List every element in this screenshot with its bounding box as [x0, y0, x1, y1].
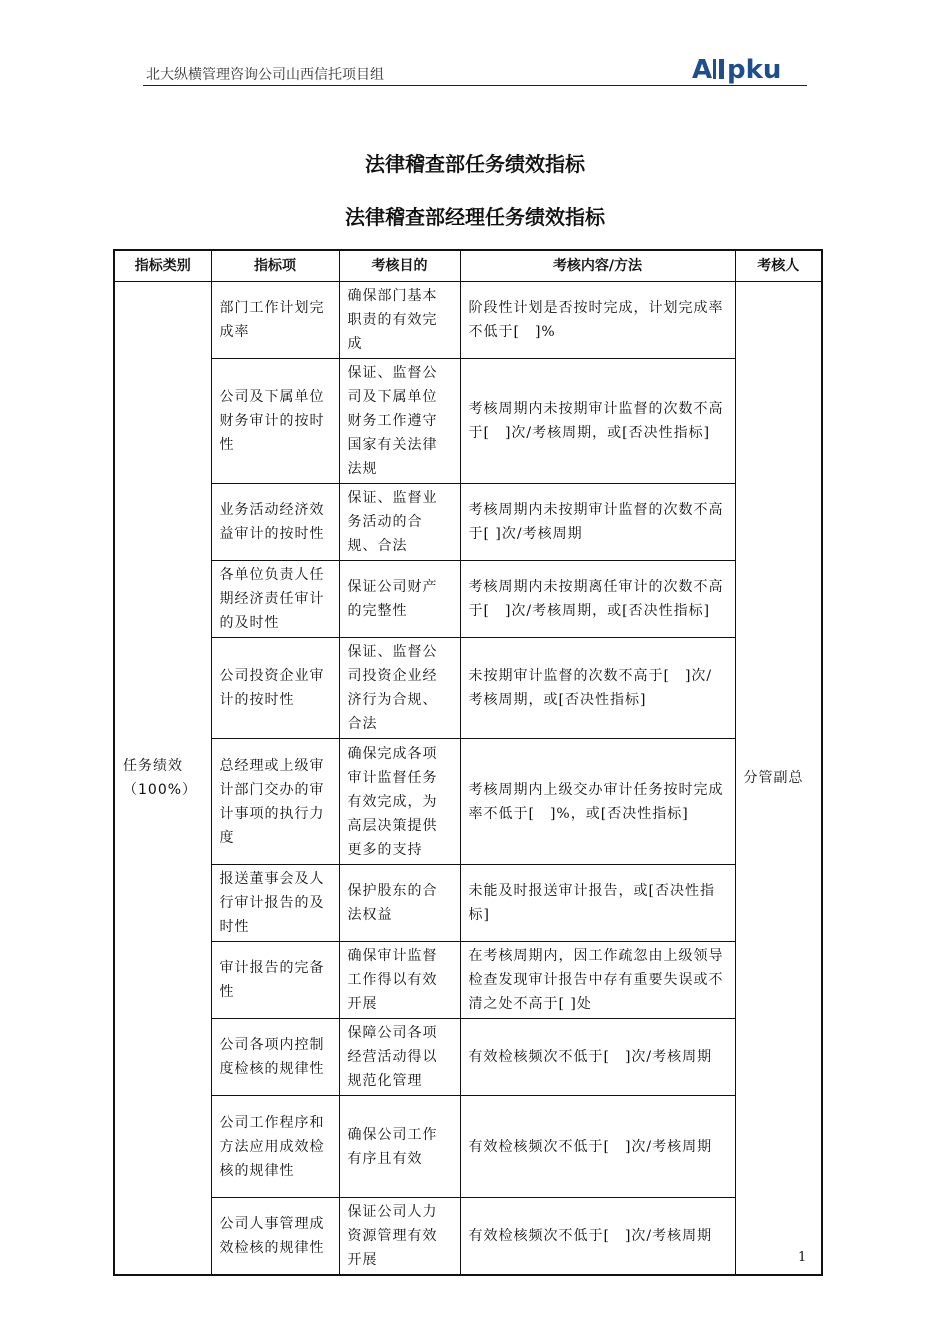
table-row: [114, 865, 822, 942]
table-row: [114, 942, 822, 1019]
purpose-cell: 保证、监督业务活动的合规、合法: [339, 484, 460, 561]
category-weight: （100%）: [123, 782, 198, 798]
table-header-row: [114, 250, 822, 282]
table-row: [114, 739, 822, 865]
purpose-cell: 保障公司各项经营活动得以规范化管理: [339, 1019, 460, 1096]
table-row: [114, 282, 822, 359]
purpose-cell: 保护股东的合法权益: [339, 865, 460, 942]
method-cell: 未能及时报送审计报告，或[否决性指标]: [460, 865, 735, 942]
kpi-table: [113, 249, 823, 1276]
item-cell: 报送董事会及人行审计报告的及时性: [211, 865, 339, 942]
method-cell: 考核周期内未按期审计监督的次数不高于[ ]次/考核周期，或[否决性指标]: [460, 359, 735, 484]
method-cell: 考核周期内未按期审计监督的次数不高于[ ]次/考核周期: [460, 484, 735, 561]
page-subtitle: 法律稽查部经理任务绩效指标: [345, 205, 605, 229]
header-org: 北大纵横管理咨询公司山西信托项目组: [146, 67, 384, 83]
table-row: [114, 561, 822, 638]
purpose-cell: 保证、监督公司投资企业经济行为合规、合法: [339, 638, 460, 739]
method-cell: 有效检核频次不低于[ ]次/考核周期: [460, 1019, 735, 1096]
page-number: 1: [798, 1250, 807, 1265]
method-cell: 在考核周期内，因工作疏忽由上级领导检查发现审计报告中存有重要失误或不清之处不高于[ ]处: [460, 942, 735, 1019]
header-category: 指标类别: [114, 250, 211, 282]
header-divider: [143, 85, 807, 86]
table-row: [114, 1198, 822, 1276]
table-row: [114, 638, 822, 739]
header-method: 考核内容/方法: [460, 250, 735, 282]
item-cell: 各单位负责人任期经济责任审计的及时性: [211, 561, 339, 638]
purpose-cell: 保证、监督公司及下属单位财务工作遵守国家有关法律法规: [339, 359, 460, 484]
header-purpose: 考核目的: [339, 250, 460, 282]
svg-text:A: A: [692, 55, 713, 84]
table-row: [114, 359, 822, 484]
reviewer-cell: 分管副总: [735, 282, 822, 1276]
item-cell: 公司工作程序和方法应用成效检核的规律性: [211, 1096, 339, 1198]
allpku-logo: [692, 54, 807, 84]
table-row: [114, 1019, 822, 1096]
svg-text:pku: pku: [727, 55, 782, 84]
header-reviewer: 考核人: [735, 250, 822, 282]
method-cell: 考核周期内未按期离任审计的次数不高于[ ]次/考核周期，或[否决性指标]: [460, 561, 735, 638]
item-cell: 公司投资企业审计的按时性: [211, 638, 339, 739]
method-cell: 未按期审计监督的次数不高于[ ]次/考核周期，或[否决性指标]: [460, 638, 735, 739]
page-title: 法律稽查部任务绩效指标: [365, 152, 585, 176]
purpose-cell: 确保完成各项审计监督任务有效完成，为高层决策提供更多的支持: [339, 739, 460, 865]
purpose-cell: 确保部门基本职责的有效完成: [339, 282, 460, 359]
header-item: 指标项: [211, 250, 339, 282]
item-cell: 公司各项内控制度检核的规律性: [211, 1019, 339, 1096]
item-cell: 总经理或上级审计部门交办的审计事项的执行力度: [211, 739, 339, 865]
category-name: 任务绩效: [123, 758, 183, 774]
method-cell: 有效检核频次不低于[ ]次/考核周期: [460, 1096, 735, 1198]
method-cell: 有效检核频次不低于[ ]次/考核周期: [460, 1198, 735, 1276]
table-row: [114, 1096, 822, 1198]
table-row: [114, 484, 822, 561]
purpose-cell: 保证公司人力资源管理有效开展: [339, 1198, 460, 1276]
item-cell: 业务活动经济效益审计的按时性: [211, 484, 339, 561]
item-cell: 公司人事管理成效检核的规律性: [211, 1198, 339, 1276]
purpose-cell: 确保公司工作有序且有效: [339, 1096, 460, 1198]
item-cell: 部门工作计划完成率: [211, 282, 339, 359]
item-cell: 公司及下属单位财务审计的按时性: [211, 359, 339, 484]
item-cell: 审计报告的完备性: [211, 942, 339, 1019]
purpose-cell: 保证公司财产的完整性: [339, 561, 460, 638]
category-cell: [114, 282, 211, 1276]
method-cell: 考核周期内上级交办审计任务按时完成率不低于[ ]%，或[否决性指标]: [460, 739, 735, 865]
purpose-cell: 确保审计监督工作得以有效开展: [339, 942, 460, 1019]
method-cell: 阶段性计划是否按时完成，计划完成率不低于[ ]%: [460, 282, 735, 359]
